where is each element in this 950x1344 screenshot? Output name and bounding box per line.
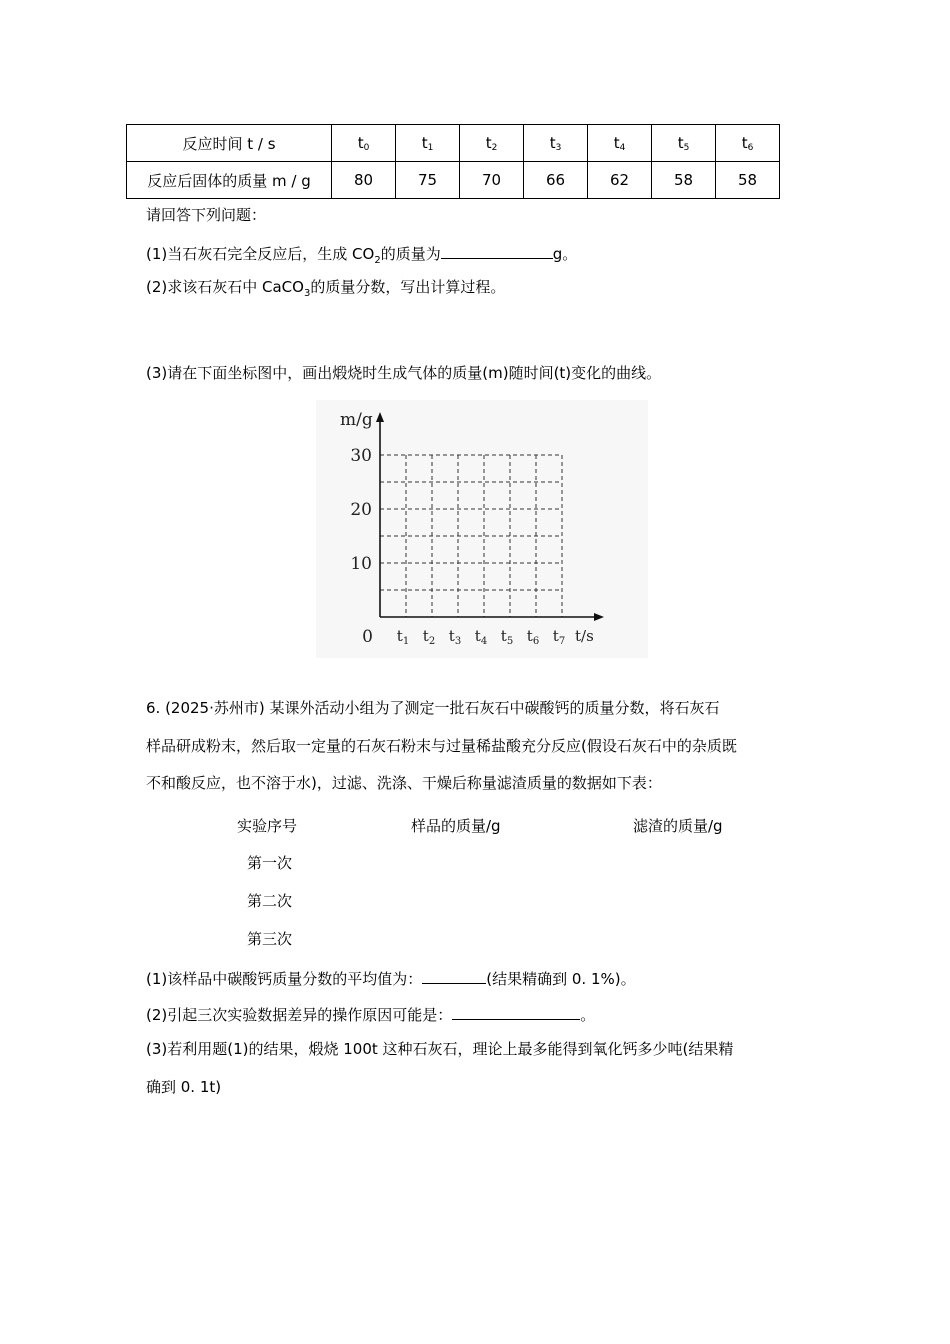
time-cell-0: $t_0$ xyxy=(332,125,396,162)
y-axis-label: m/g xyxy=(340,410,373,430)
q5-part1-text: (1)当石灰石完全反应后，生成 CO xyxy=(146,245,375,263)
time-cell-6: $t_6$ xyxy=(716,125,780,162)
mass-cell: 75 xyxy=(396,162,460,199)
time-cell-3: $t_3$ xyxy=(524,125,588,162)
y-tick-label: 30 xyxy=(350,446,372,466)
q6-line1: 6. (2025·苏州市) 某课外活动小组为了测定一批石灰石中碳酸钙的质量分数，将石灰石 xyxy=(146,699,720,717)
q6-header-residue-mass: 滤渣的质量/g xyxy=(633,817,723,835)
answer-blank[interactable] xyxy=(452,1003,580,1020)
answer-blank[interactable] xyxy=(441,242,553,259)
q5-part2 xyxy=(146,277,505,304)
x-tick-label: $t_4$ xyxy=(474,627,488,647)
time-cell-5: $t_5$ xyxy=(652,125,716,162)
q6-row-1: 第一次 xyxy=(247,854,293,872)
mass-cell: 58 xyxy=(716,162,780,199)
x-tick-label: $t_6$ xyxy=(526,627,540,647)
q5-part3: (3)请在下面坐标图中，画出煅烧时生成气体的质量(m)随时间(t)变化的曲线。 xyxy=(146,364,662,382)
q6-sub1-note: (结果精确到 0. 1%)。 xyxy=(486,970,636,988)
time-row xyxy=(127,125,780,162)
x-axis-label: t/s xyxy=(575,627,594,645)
mass-cell: 58 xyxy=(652,162,716,199)
q5-intro: 请回答下列问题： xyxy=(146,206,267,224)
time-cell-4: $t_4$ xyxy=(588,125,652,162)
x-tick-label: $t_2$ xyxy=(422,627,436,647)
x-tick-label: $t_3$ xyxy=(448,627,462,647)
q5-part1-unit: g。 xyxy=(552,245,578,263)
y-tick-label: 10 xyxy=(350,554,372,574)
mass-cell: 80 xyxy=(332,162,396,199)
origin-label: 0 xyxy=(362,627,373,647)
mass-cell: 62 xyxy=(588,162,652,199)
co2-subscript: 2 xyxy=(374,255,381,266)
reaction-data-table xyxy=(126,124,780,199)
answer-blank[interactable] xyxy=(422,967,486,984)
x-axis-arrow xyxy=(594,613,604,621)
q6-sub3-line2: 确到 0. 1t) xyxy=(146,1078,222,1096)
mass-row-header: 反应后固体的质量 m / g xyxy=(127,162,332,199)
caco3-subscript: 3 xyxy=(303,288,311,299)
q6-row-2: 第二次 xyxy=(247,892,293,910)
y-axis-arrow xyxy=(376,412,384,422)
q6-sub2 xyxy=(146,1003,595,1025)
q6-row-3: 第三次 xyxy=(247,930,293,948)
x-tick-label: $t_7$ xyxy=(552,627,566,647)
q6-sub3-line1: (3)若利用题(1)的结果，煅烧 100t 这种石灰石，理论上最多能得到氧化钙多少吨(结果精 xyxy=(146,1040,734,1058)
mass-row xyxy=(127,162,780,199)
q6-header-trial: 实验序号 xyxy=(237,817,298,835)
time-cell-2: $t_2$ xyxy=(460,125,524,162)
x-tick-label: $t_1$ xyxy=(396,627,410,647)
q6-sub1 xyxy=(146,967,636,989)
q6-sub1-text: (1)该样品中碳酸钙质量分数的平均值为： xyxy=(146,970,423,988)
q6-sub2-end: 。 xyxy=(580,1006,596,1024)
q5-part1 xyxy=(146,242,577,271)
time-row-header: 反应时间 t / s xyxy=(127,125,332,162)
chart-svg xyxy=(316,400,648,658)
q6-line2: 样品研成粉末，然后取一定量的石灰石粉末与过量稀盐酸充分反应(假设石灰石中的杂质既 xyxy=(146,737,737,755)
mass-time-chart xyxy=(316,400,648,658)
q5-part2-rest: 的质量分数，写出计算过程。 xyxy=(310,278,506,296)
mass-cell: 70 xyxy=(460,162,524,199)
y-tick-label: 20 xyxy=(350,500,372,520)
q6-header-sample-mass: 样品的质量/g xyxy=(411,817,501,835)
q5-part2-text: (2)求该石灰石中 CaCO xyxy=(146,278,304,296)
time-cell-1: $t_1$ xyxy=(396,125,460,162)
q6-line3: 不和酸反应，也不溶于水)，过滤、洗涤、干燥后称量滤渣质量的数据如下表： xyxy=(146,774,662,792)
x-tick-label: $t_5$ xyxy=(500,627,514,647)
q5-part1-mid: 的质量为 xyxy=(380,245,441,263)
mass-cell: 66 xyxy=(524,162,588,199)
q6-sub2-text: (2)引起三次实验数据差异的操作原因可能是： xyxy=(146,1006,453,1024)
